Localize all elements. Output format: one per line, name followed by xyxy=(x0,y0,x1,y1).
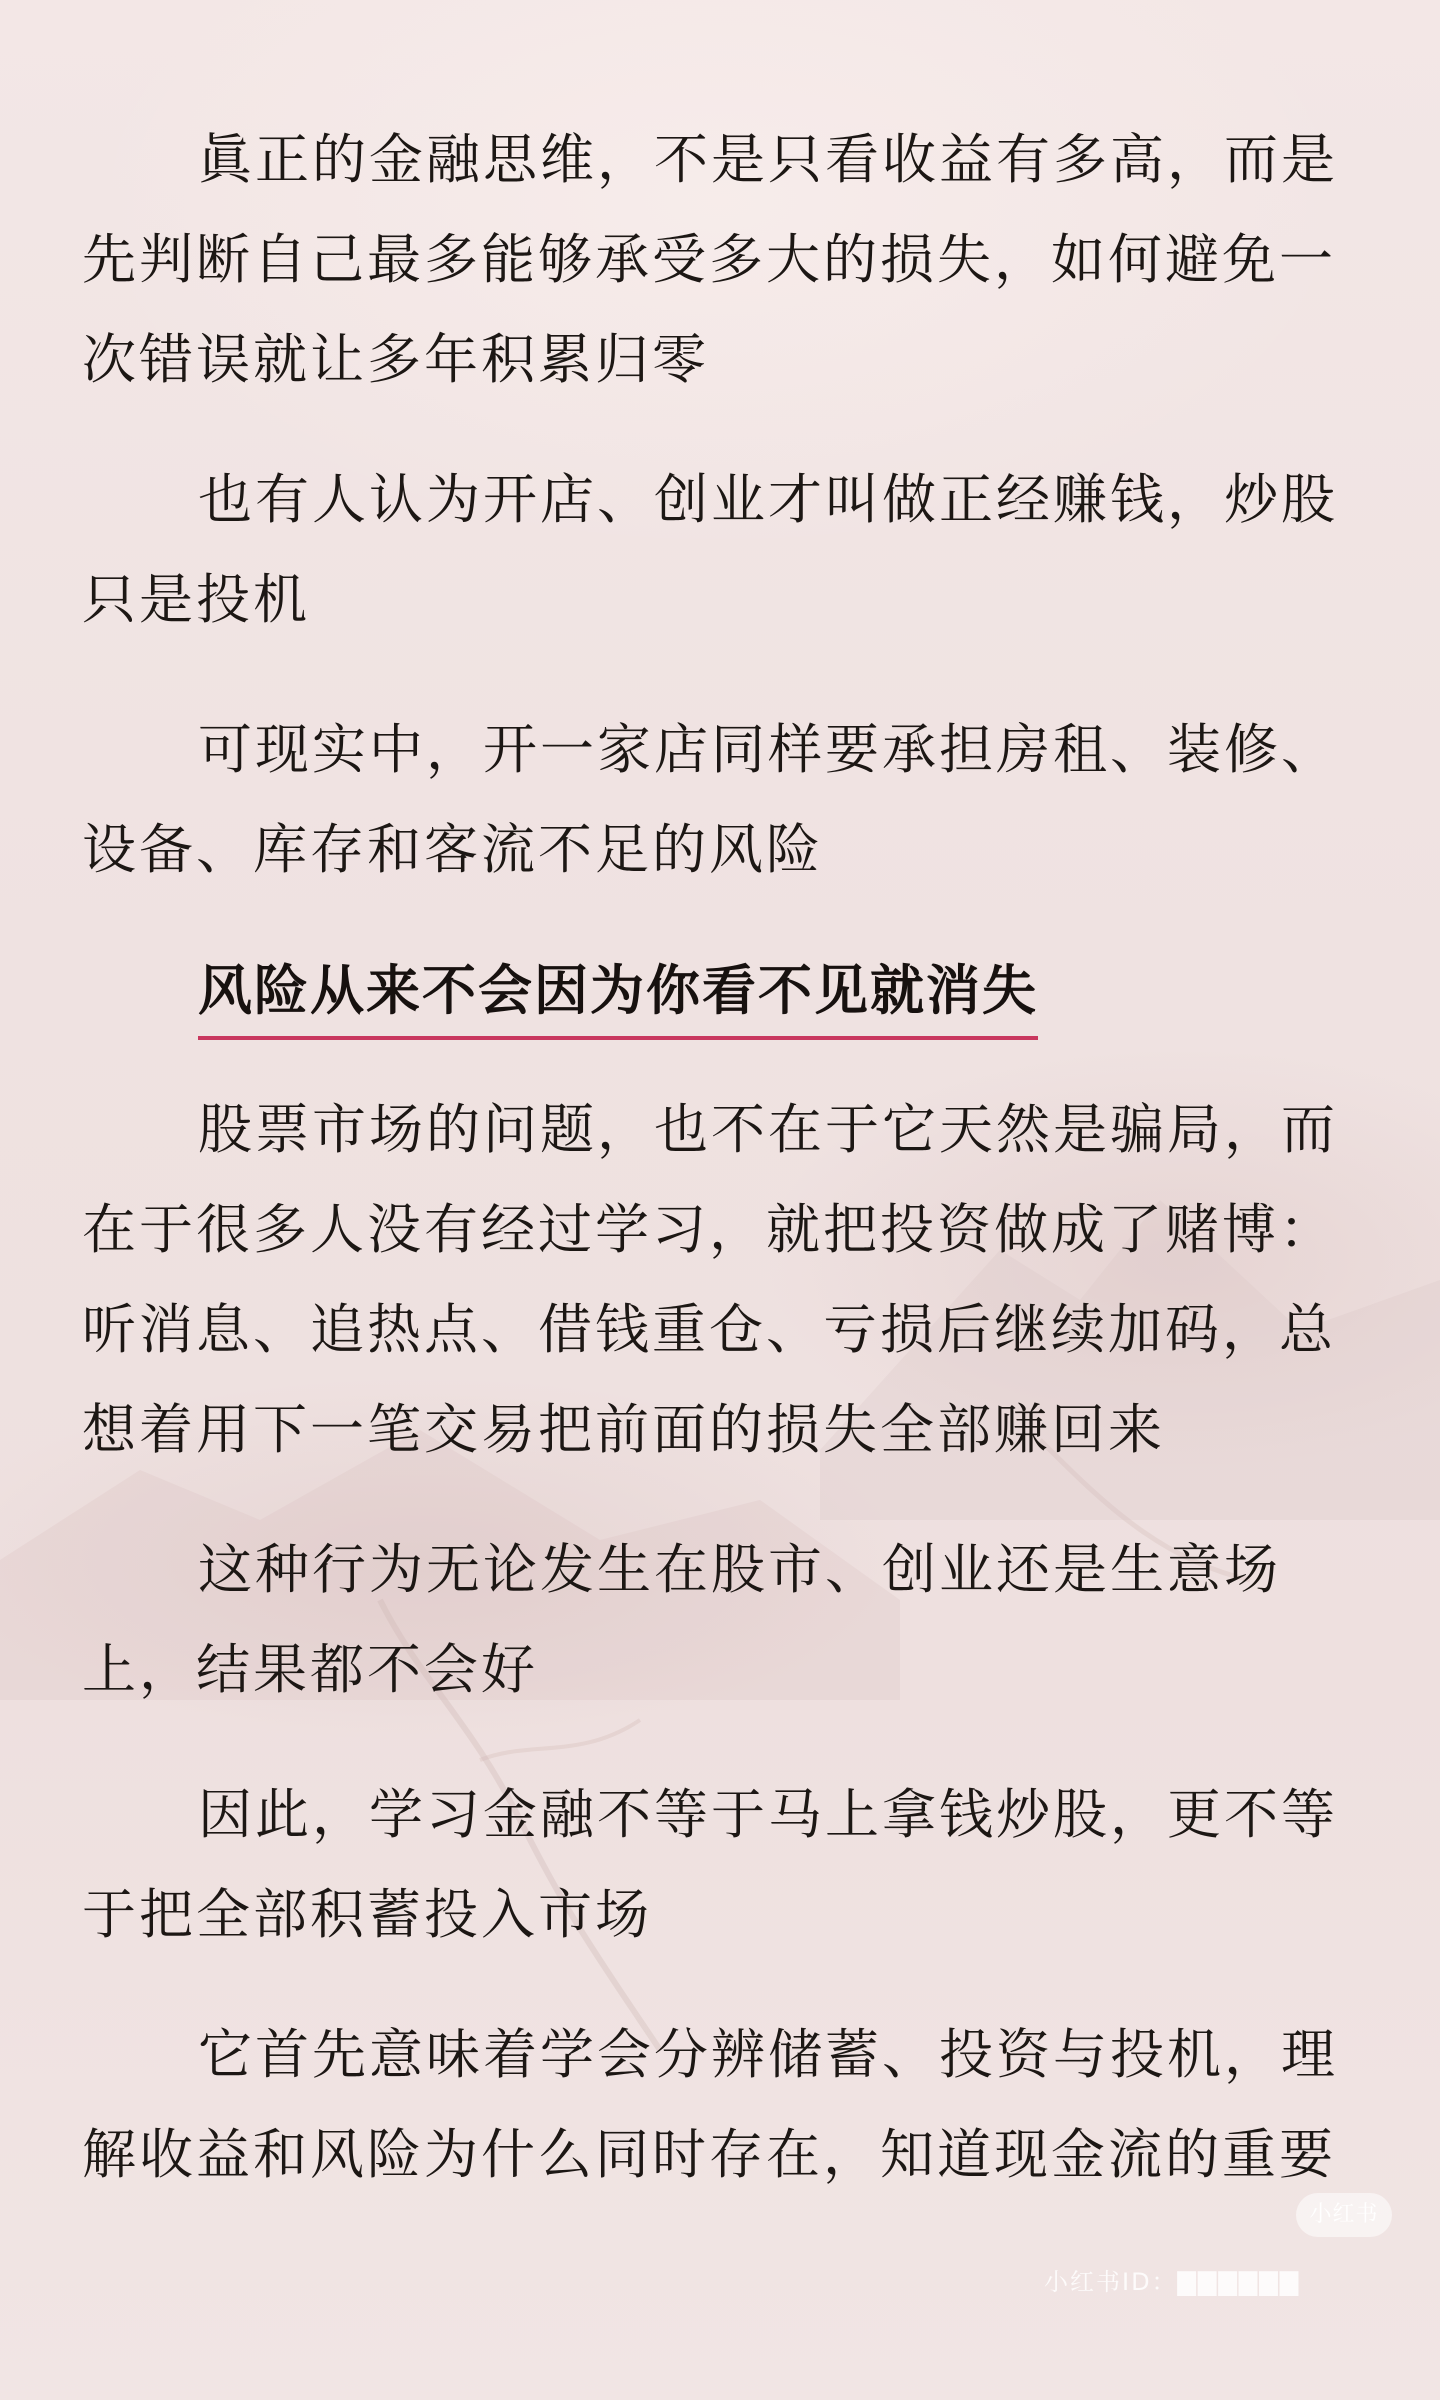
watermark-badge: 小红书 xyxy=(1296,2193,1392,2237)
paragraph-7: 它首先意味着学会分辨储蓄、投资与投机，理解收益和风险为什么同时存在，知道现金流的重要 xyxy=(82,2023,1338,2186)
paragraph-1: 眞正的金融思维，不是只看收益有多高，而是先判断自己最多能够承受多大的损失，如何避免一次错误就让多年积累归零 xyxy=(82,128,1338,391)
paragraph-4: 股票市场的问题，也不在于它天然是骗局，而在于很多人没有经过学习，就把投资做成了赌博：听消息、追热点、借钱重仓、亏损后继续加码，总想着用下一笔交易把前面的损失全部赚回来 xyxy=(82,1098,1338,1461)
highlight-heading: 风险从来不会因为你看不见就消失 xyxy=(198,950,1038,1040)
paragraph-6: 因此，学习金融不等于马上拿钱炒股，更不等于把全部积蓄投入市场 xyxy=(82,1783,1338,1946)
branch-stroke xyxy=(480,1720,640,1760)
watermark-id-text: 小红书ID：▇▇▇▇▇▇ xyxy=(1044,2268,1301,2296)
paragraph-5: 这种行为无论发生在股市、创业还是生意场上，结果都不会好 xyxy=(82,1538,1281,1701)
paragraph-3: 可现实中，开一家店同样要承担房租、装修、设备、库存和客流不足的风险 xyxy=(82,718,1338,881)
paragraph-2: 也有人认为开店、创业才叫做正经赚钱，炒股只是投机 xyxy=(82,468,1338,631)
